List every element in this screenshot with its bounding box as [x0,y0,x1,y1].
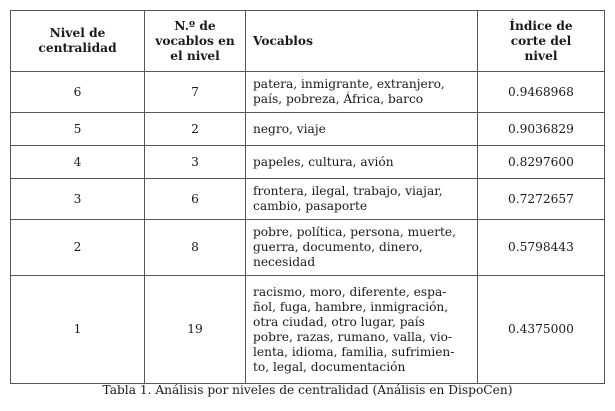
cell-nivel: 3 [11,179,145,220]
cell-indice: 0.9468968 [478,72,605,113]
cell-num: 3 [145,146,246,179]
cell-nivel: 1 [11,276,145,384]
table-caption: Tabla 1. Análisis por niveles de centralidad (Análisis en DispoCen) [102,383,513,397]
header-num-vocablos [145,11,246,72]
cell-nivel: 4 [11,146,145,179]
table-row [11,276,605,384]
header-vocablos [246,11,478,72]
cell-num: 2 [145,113,246,146]
header-indice-text: Índice de corte del nivel [509,18,573,63]
cell-indice: 0.7272657 [478,179,605,220]
cell-nivel: 5 [11,113,145,146]
table-row [11,113,605,146]
cell-vocablos: pobre, política, persona, muerte, guerra, documento, dinero, necesidad [246,220,478,276]
header-num-vocablos-text: N.º de vocablos en el nivel [155,18,235,63]
cell-num: 8 [145,220,246,276]
cell-num: 6 [145,179,246,220]
cell-num: 19 [145,276,246,384]
cell-nivel: 2 [11,220,145,276]
cell-indice: 0.9036829 [478,113,605,146]
cell-vocablos: racismo, moro, diferente, espa- ñol, fuga, hambre, inmigración, otra ciudad, otro lugar, país pobre, razas, rumano, valla, vio- lenta, idioma, familia, sufrimien- to, legal, documentación [246,276,478,384]
table-row [11,72,605,113]
table-row [11,146,605,179]
table-header-row [11,11,605,72]
cell-indice: 0.5798443 [478,220,605,276]
table-container [10,10,604,384]
centrality-table [10,10,605,384]
table-row [11,220,605,276]
header-nivel-text: Nivel de centralidad [38,26,117,55]
header-nivel [11,11,145,72]
cell-nivel: 6 [11,72,145,113]
cell-vocablos: negro, viaje [246,113,478,146]
cell-vocablos: frontera, ilegal, trabajo, viajar, cambio, pasaporte [246,179,478,220]
header-indice [478,11,605,72]
cell-vocablos: papeles, cultura, avión [246,146,478,179]
cell-vocablos: patera, inmigrante, extranjero, país, pobreza, África, barco [246,72,478,113]
table-row [11,179,605,220]
cell-num: 7 [145,72,246,113]
cell-indice: 0.8297600 [478,146,605,179]
header-vocablos-text: Vocablos [253,33,313,48]
cell-indice: 0.4375000 [478,276,605,384]
